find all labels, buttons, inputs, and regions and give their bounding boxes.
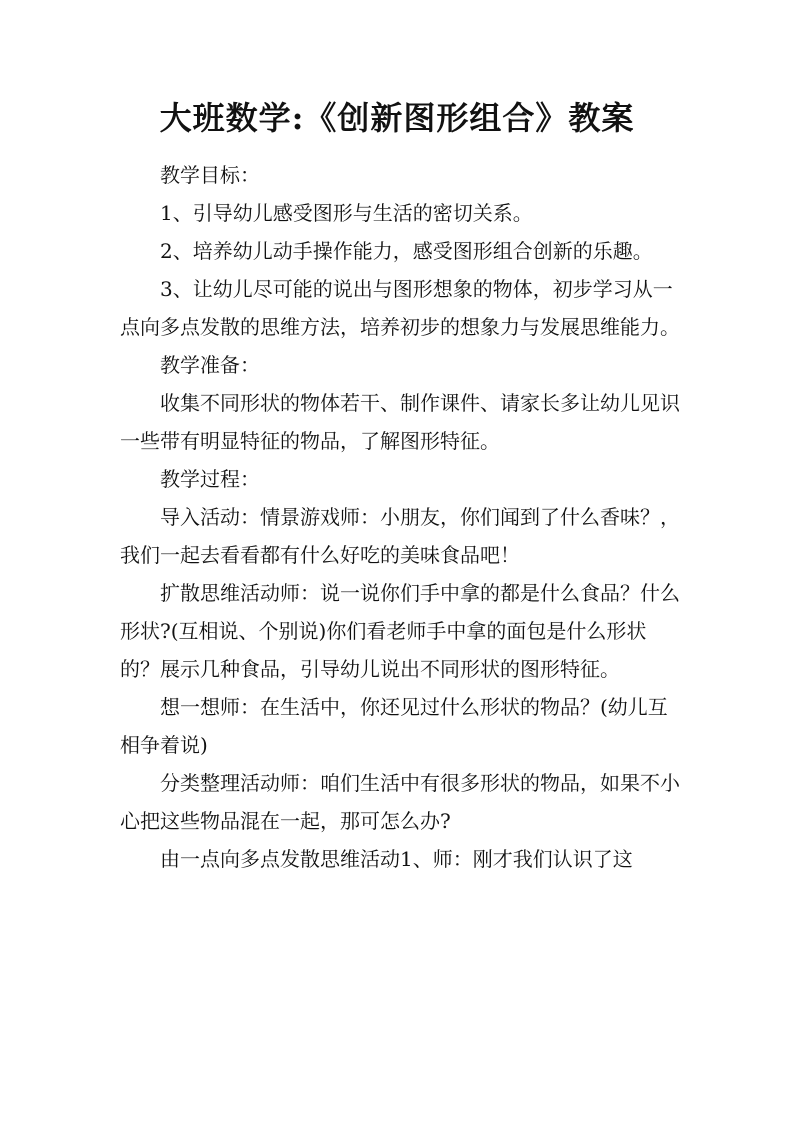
paragraph-goal-2: 2、培养幼儿动手操作能力，感受图形组合创新的乐趣。 (160, 239, 653, 263)
paragraph-process-heading: 教学过程： (160, 467, 260, 491)
paragraph-preparation-heading: 教学准备： (160, 353, 260, 377)
paragraph-goal-1: 1、引导幼儿感受图形与生活的密切关系。 (160, 201, 533, 225)
paragraph-divergent-thinking: 扩散思维活动师：说一说你们手中拿的都是什么食品？什么形状?(互相说、个别说)你们看老师手中拿的面包是什么形状的？展示几种食品，引导幼儿说出不同形状的图形特征。 (120, 581, 680, 681)
paragraph-classification: 分类整理活动师：咱们生活中有很多形状的物品，如果不小心把这些物品混在一起，那可怎么办? (120, 771, 680, 833)
paragraph-preparation: 收集不同形状的物体若干、制作课件、请家长多让幼儿见识一些带有明显特征的物品，了解图形特征。 (120, 391, 680, 453)
paragraph-intro-activity: 导入活动：情景游戏师：小朋友，你们闻到了什么香味？，我们一起去看看都有什么好吃的美味食品吧！ (120, 505, 680, 567)
document-body (120, 156, 680, 878)
paragraph-think: 想一想师：在生活中，你还见过什么形状的物品？(幼儿互相争着说) (120, 695, 668, 757)
paragraph-goal-3: 3、让幼儿尽可能的说出与图形想象的物体，初步学习从一点向多点发散的思维方法，培养初步的想象力与发展思维能力。 (120, 277, 680, 339)
paragraph-multipoint-thinking: 由一点向多点发散思维活动1、师：刚才我们认识了这 (160, 847, 633, 871)
paragraph-teaching-goals-heading: 教学目标： (160, 163, 260, 187)
document-title: 大班数学:《创新图形组合》教案 (159, 99, 635, 137)
